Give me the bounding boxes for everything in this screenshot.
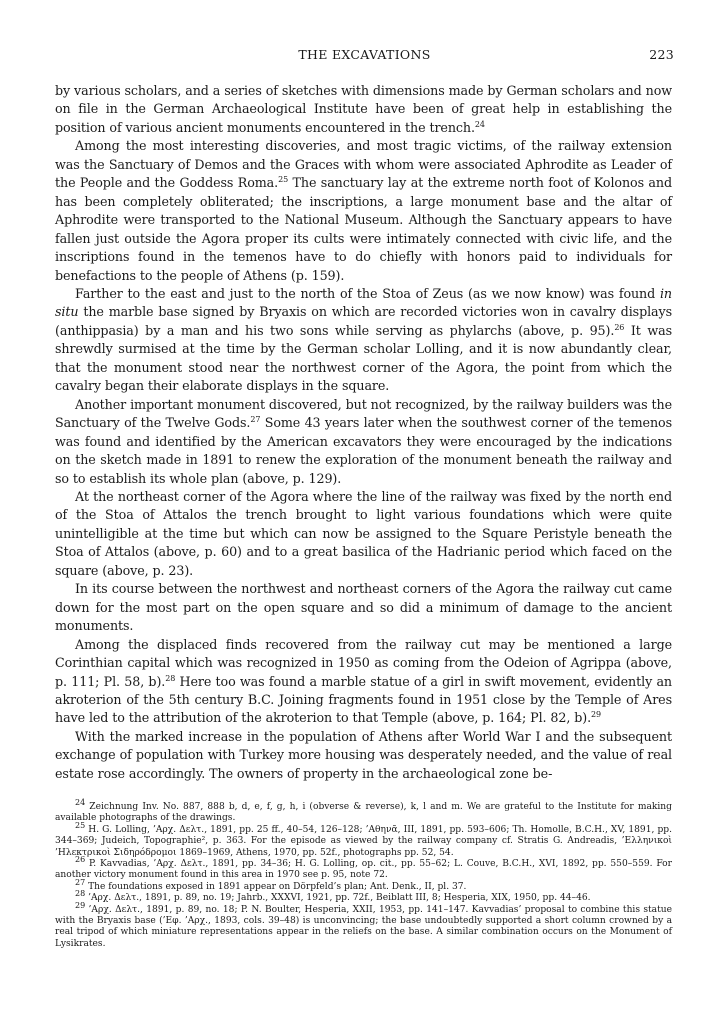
running-title: THE EXCAVATIONS: [298, 47, 431, 62]
footnote: [55, 797, 672, 825]
paragraph: [55, 580, 672, 635]
paragraph: [55, 488, 672, 580]
paragraph: [55, 728, 672, 783]
footnote-ref: 25: [278, 175, 289, 185]
footnote-text: P. Kavvadias, ’Αρχ. Δελτ., 1891, pp. 34–36; H. G. Lolling, op. cit., pp. 55–62; L. Couve, B.C.H., XVI, 1892, pp. 550–559. For another victory monument found in this area in 1970 see p. 95, note 72.: [55, 859, 672, 881]
footnote-ref: 27: [250, 414, 261, 424]
paragraph-text: It was shrewdly surmised at the time by the German scholar Lolling, and it is now abundantly clear, that the monument stood near the northwest corner of the Agora, the point from which the cavalry began their elaborate displays in the square.: [55, 322, 672, 394]
paragraph-text: Some 43 years later when the southwest corner of the temenos was found and identified by the American excavators they were encouraged by the indications on the sketch made in 1891 to renew the exploration of the monument beneath the railway and so to establish its whole plan (above, p. 129).: [55, 415, 672, 486]
paragraph-text: Farther to the east and just to the north of the Stoa of Zeus (as we now know) was found: [75, 285, 660, 301]
footnote-number: 26: [75, 855, 86, 864]
footnote-text: ’Αρχ. Δελτ., 1891, p. 89, no. 18; P. N. Boulter, Hesperia, XXII, 1953, pp. 141–147. Kavvadias’ proposal to combine this statue with the Bryaxis base (’Εφ. ’Αρχ., 1893, cols. 39–48) is unconvincing; the base undoubtedly supported a short column crowned by a real tripod of which miniature representations appear in the reliefs on the base. A similar combination occurs on the Monument of Lysikrates.: [55, 904, 672, 949]
footnote-text: H. G. Lolling, ’Αρχ. Δελτ., 1891, pp. 25 ff., 40–54, 126–128; ’Αθηνᾶ, III, 1891, pp. 593–606; Th. Homolle, B.C.H., XV, 1891, pp. 344–369; Judeich, Topographie², p. 363. For the episode as viewed by the railway company cf. Stratis G. Andreadis, ’Ελληνικοὶ ’Ηλεκτρικοὶ Σιδηρόδρομοι 1869–1969, Athens, 1970, pp. 52f., photographs pp. 52, 54.: [55, 824, 672, 858]
paragraph-text: by various scholars, and a series of sketches with dimensions made by German scholars and now on file in the German Archaeological Institute have been of great help in establishing the position of various ancient monuments encountered in the trench.: [55, 83, 672, 135]
paragraph-text: Among the displaced finds recovered from the railway cut may be mentioned a large Corinthian capital which was recognized in 1950 as coming from the Odeion of Agrippa (above, p. 111; Pl. 58, b).: [55, 636, 672, 689]
footnote: [55, 900, 672, 951]
footnote: [55, 877, 672, 893]
footnote-ref: 28: [165, 673, 176, 683]
paragraph-text: In its course between the northwest and northeast corners of the Agora the railway cut came down for the most part on the open square and so did a minimum of damage to the ancient monuments.: [55, 581, 672, 634]
footnote-text: The foundations exposed in 1891 appear on Dörpfeld’s plan; Ant. Denk., II, pl. 37.: [88, 881, 467, 892]
paragraph-text: With the marked increase in the population of Athens after World War I and the subsequent exchange of population with Turkey more housing was desperately needed, and the value of real estate rose accordingly. The owners of property in the archaeological zone be-: [55, 728, 672, 781]
footnote-number: 25: [75, 820, 86, 830]
footnote-ref: 24: [474, 119, 485, 129]
running-header: [55, 47, 674, 67]
paragraph: [55, 82, 672, 137]
paragraph-text: The sanctuary lay at the extreme north foot of Kolonos and has been completely obliterated; the inscriptions, a large monument base and the altar of Aphrodite were transported to the National Museum. Although the Sanctuary appears to have fallen just outside the Agora proper its cults were intimately connected with civic life, and the inscriptions found in the temenos have to do chiefly with honors paid to individuals for benefactions to the people of Athens (p. 159).: [55, 175, 672, 283]
footnote-ref: 29: [591, 710, 601, 720]
footnote-number: 27: [75, 877, 86, 887]
footnote: [55, 820, 672, 859]
page-number: 223: [649, 47, 674, 62]
footnotes: [55, 797, 672, 950]
footnote: [55, 889, 672, 904]
paragraph-text: Here too was found a marble statue of a girl in swift movement, evidently an akroterion of the 5th century B.C. Joining fragments found in 1951 close by the Temple of Ares have led to the attribution of the akroterion to that Temple (above, p. 164; Pl. 82, b).: [55, 673, 672, 726]
paragraph: [55, 285, 672, 396]
paragraph-text: Among the most interesting discoveries, and most tragic victims, of the railway extension was the Sanctuary of Demos and the Graces with whom were associated Aphrodite as Leader of the People and the Goddess Roma.: [55, 138, 672, 191]
footnote-number: 24: [75, 797, 86, 807]
paragraph: [55, 636, 672, 728]
footnote-number: 28: [75, 889, 86, 899]
footnote-number: 29: [75, 900, 86, 910]
paragraph-text: Another important monument discovered, but not recognized, by the railway builders was the Sanctuary of the Twelve Gods.: [55, 396, 672, 431]
footnote-text: ’Αρχ. Δελτ., 1891, p. 89, no. 19; Jahrb., XXXVI, 1921, pp. 72f., Beiblatt III, 8; Hesperia, XIX, 1950, pp. 44–46.: [88, 893, 591, 904]
footnote-text: Zeichnung Inv. No. 887, 888 b, d, e, f, g, h, i (obverse & reverse), k, l and m. We are grateful to the Institute for making available photographs of the drawings.: [55, 802, 672, 824]
paragraph-text: the marble base signed by Bryaxis on which are recorded victories won in cavalry displays (anthippasia) by a man and his two sons while serving as phylarchs (above, p. 95).: [55, 304, 672, 338]
italic-term: in situ: [55, 285, 672, 320]
footnote-ref: 26: [614, 322, 625, 332]
paragraph-text: At the northeast corner of the Agora where the line of the railway was fixed by the north end of the Stoa of Attalos the trench brought to light various foundations which were quite unintelligible at the time but which can now be assigned to the Square Peristyle beneath the Stoa of Attalos (above, p. 60) and to a great basilica of the Hadrianic period which faced on the square (above, p. 23).: [55, 488, 672, 578]
body-text: [55, 82, 672, 783]
footnote: [55, 855, 672, 882]
paragraph: [55, 137, 672, 285]
paragraph: [55, 396, 672, 488]
